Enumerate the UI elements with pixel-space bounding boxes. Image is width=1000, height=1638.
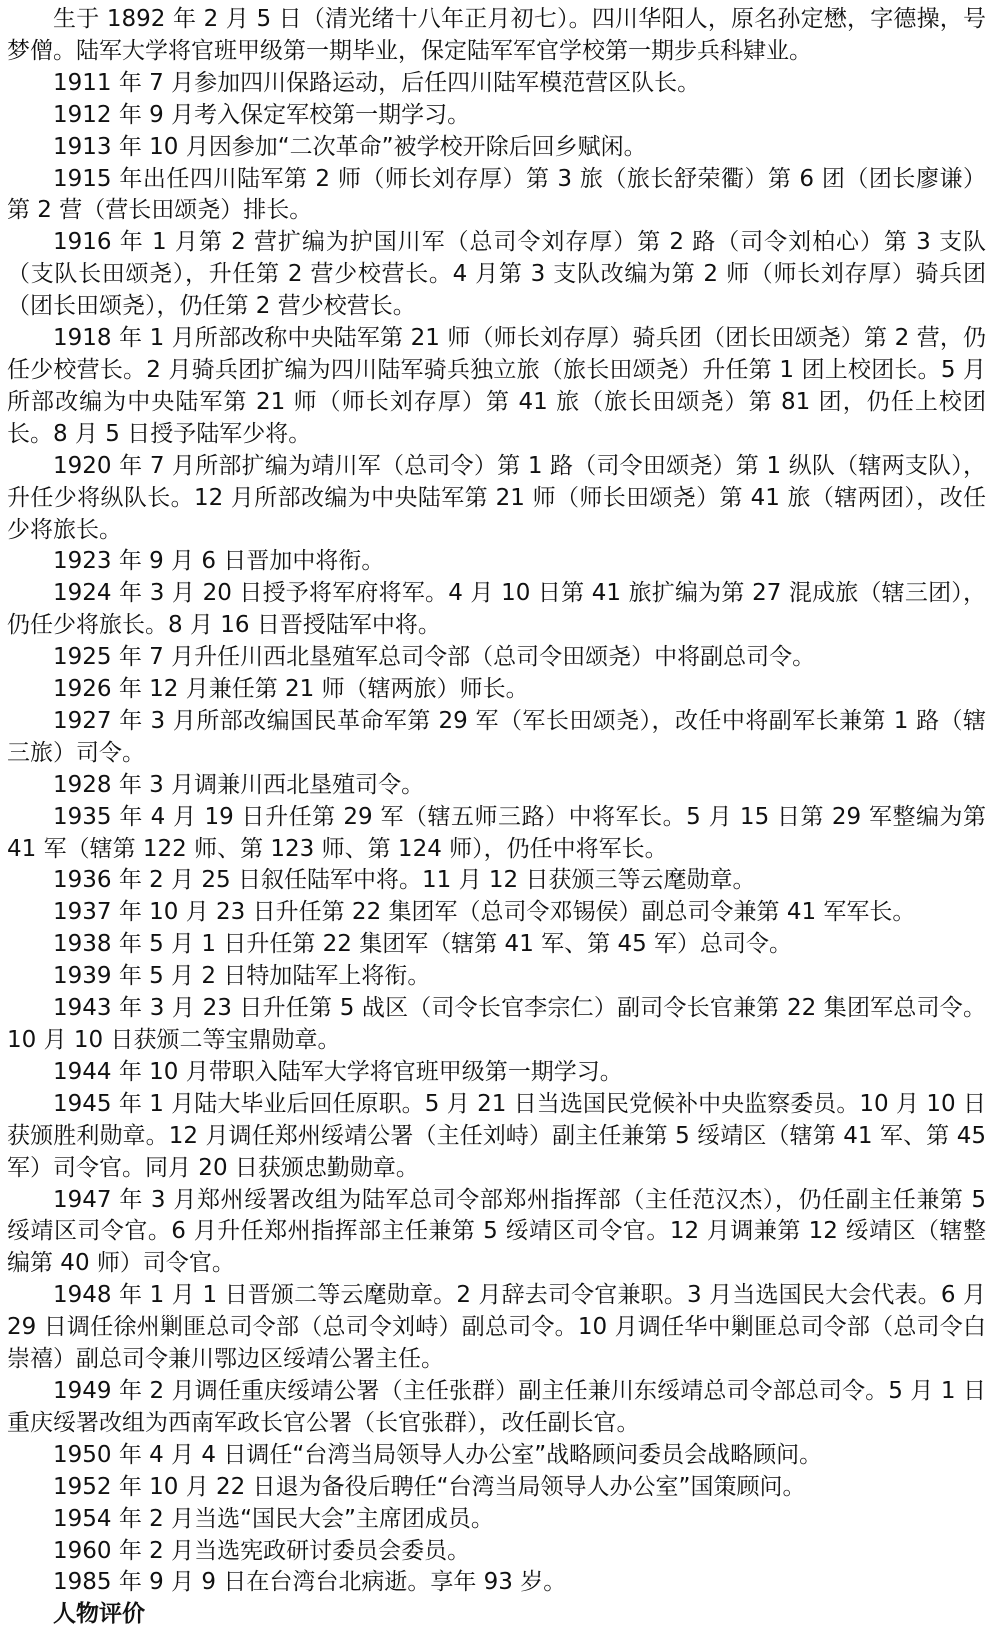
- bio-paragraph-1935: 1935 年 4 月 19 日升任第 29 军（辖五师三路）中将军长。5 月 15 日第 29 军整编为第 41 军（辖第 122 师、第 123 师、第 124 师），仍任中将军长。: [7, 803, 986, 862]
- bio-paragraph-1924: 1924 年 3 月 20 日授予将军府将军。4 月 10 日第 41 旅扩编为第 27 混成旅（辖三团），仍任少将旅长。8 月 16 日晋授陆军中将。: [7, 580, 986, 639]
- bio-paragraph-1952: 1952 年 10 月 22 日退为备役后聘任“台湾当局领导人办公室”国策顾问。: [53, 1473, 806, 1500]
- bio-paragraph-1945: 1945 年 1 月陆大毕业后回任原职。5 月 21 日当选国民党候补中央监察委员。10 月 10 日获颁胜利勋章。12 月调任郑州绥靖公署（主任刘峙）副主任兼第 5 绥靖区（辖第 41 军、第 45 军）司令官。同月 20 日获颁忠勤勋章。: [7, 1090, 986, 1181]
- bio-paragraph-1928: 1928 年 3 月调兼川西北垦殖司令。: [53, 771, 425, 798]
- bio-paragraph-1918: 1918 年 1 月所部改称中央陆军第 21 师（师长刘存厚）骑兵团（团长田颂尧）第 2 营，仍任少校营长。2 月骑兵团扩编为四川陆军骑兵独立旅（旅长田颂尧）升任第 1 团上校团长。5 月所部改编为中央陆军第 21 师（师长刘存厚）第 41 旅（旅长田颂尧）第 81 团，仍任上校团长。8 月 5 日授予陆军少将。: [7, 325, 986, 447]
- bio-paragraph-intro: 生于 1892 年 2 月 5 日（清光绪十八年正月初七）。四川华阳人，原名孙定懋，字德操，号梦僧。陆军大学将官班甲级第一期毕业，保定陆军军官学校第一期步兵科肄业。: [7, 6, 986, 64]
- bio-paragraph-1960: 1960 年 2 月当选宪政研讨委员会委员。: [53, 1537, 471, 1564]
- bio-paragraph-1916: 1916 年 1 月第 2 营扩编为护国川军（总司令刘存厚）第 2 路（司令刘柏心）第 3 支队（支队长田颂尧），升任第 2 营少校营长。4 月第 3 支队改编为第 2 师（师长刘存厚）骑兵团（团长田颂尧），仍任第 2 营少校营长。: [7, 229, 986, 320]
- section-heading-evaluation: 人物评价: [53, 1601, 145, 1628]
- bio-paragraph-1948: 1948 年 1 月 1 日晋颁二等云麾勋章。2 月辞去司令官兼职。3 月当选国民大会代表。6 月 29 日调任徐州剿匪总司令部（总司令刘峙）副总司令。10 月调任华中剿匪总司令部（总司令白崇禧）副总司令兼川鄂边区绥靖公署主任。: [7, 1282, 986, 1373]
- bio-paragraph-1925: 1925 年 7 月升任川西北垦殖军总司令部（总司令田颂尧）中将副总司令。: [53, 644, 816, 671]
- bio-paragraph-1913: 1913 年 10 月因参加“二次革命”被学校开除后回乡赋闲。: [53, 133, 647, 160]
- bio-paragraph-1943: 1943 年 3 月 23 日升任第 5 战区（司令长官李宗仁）副司令长官兼第 22 集团军总司令。10 月 10 日获颁二等宝鼎勋章。: [7, 995, 986, 1053]
- bio-paragraph-1944: 1944 年 10 月带职入陆军大学将官班甲级第一期学习。: [53, 1058, 623, 1085]
- bio-paragraph-1939: 1939 年 5 月 2 日特加陆军上将衔。: [53, 963, 431, 990]
- bio-paragraph-1949: 1949 年 2 月调任重庆绥靖公署（主任张群）副主任兼川东绥靖总司令部总司令。5 月 1 日重庆绥署改组为西南军政长官公署（长官张群），改任副长官。: [7, 1377, 986, 1436]
- bio-paragraph-1911: 1911 年 7 月参加四川保路运动，后任四川陆军模范营区队长。: [53, 69, 701, 96]
- bio-paragraph-1950: 1950 年 4 月 4 日调任“台湾当局领导人办公室”战略顾问委员会战略顾问。: [53, 1441, 823, 1468]
- bio-paragraph-1938: 1938 年 5 月 1 日升任第 22 集团军（辖第 41 军、第 45 军）总司令。: [53, 931, 793, 958]
- bio-paragraph-1927: 1927 年 3 月所部改编国民革命军第 29 军（军长田颂尧），改任中将副军长兼第 1 路（辖三旅）司令。: [7, 707, 986, 766]
- bio-paragraph-1936: 1936 年 2 月 25 日叙任陆军中将。11 月 12 日获颁三等云麾勋章。: [53, 867, 756, 894]
- bio-paragraph-1926: 1926 年 12 月兼任第 21 师（辖两旅）师长。: [53, 676, 529, 703]
- bio-paragraph-1985: 1985 年 9 月 9 日在台湾台北病逝。享年 93 岁。: [53, 1569, 567, 1596]
- bio-paragraph-1937: 1937 年 10 月 23 日升任第 22 集团军（总司令邓锡侯）副总司令兼第 41 军军长。: [53, 899, 916, 926]
- bio-paragraph-1920: 1920 年 7 月所部扩编为靖川军（总司令）第 1 路（司令田颂尧）第 1 纵队（辖两支队），升任少将纵队长。12 月所部改编为中央陆军第 21 师（师长田颂尧）第 41 旅（辖两团），改任少将旅长。: [7, 452, 986, 543]
- bio-paragraph-1947: 1947 年 3 月郑州绥署改组为陆军总司令部郑州指挥部（主任范汉杰），仍任副主任兼第 5 绥靖区司令官。6 月升任郑州指挥部主任兼第 5 绥靖区司令官。12 月调兼第 12 绥靖区（辖整编第 40 师）司令官。: [7, 1186, 986, 1277]
- bio-paragraph-1915: 1915 年出任四川陆军第 2 师（师长刘存厚）第 3 旅（旅长舒荣衢）第 6 团（团长廖谦）第 2 营（营长田颂尧）排长。: [7, 165, 986, 224]
- bio-paragraph-1912: 1912 年 9 月考入保定军校第一期学习。: [53, 101, 471, 128]
- bio-paragraph-1923: 1923 年 9 月 6 日晋加中将衔。: [53, 548, 385, 575]
- bio-paragraph-1954: 1954 年 2 月当选“国民大会”主席团成员。: [53, 1505, 494, 1532]
